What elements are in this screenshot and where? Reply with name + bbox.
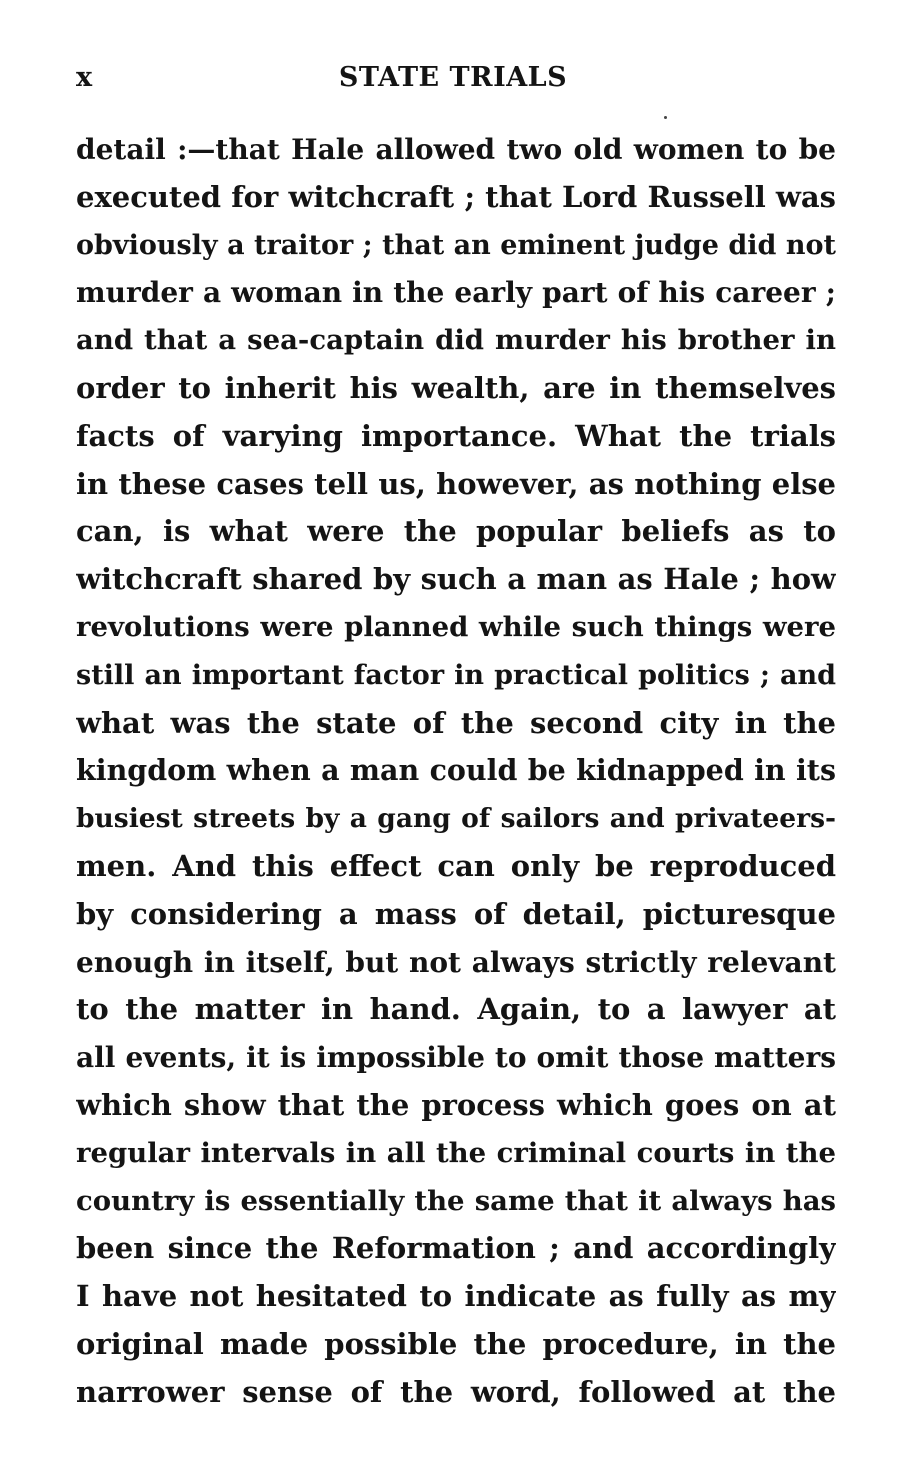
text-line: revolutions were planned while such things were [76, 610, 836, 643]
text-line: narrower sense of the word, followed at the [76, 1374, 836, 1409]
running-head [76, 62, 838, 106]
text-line: what was the state of the second city in the [76, 705, 836, 740]
text-line: regular intervals in all the criminal courts in the [76, 1136, 836, 1169]
page-number: x [76, 62, 93, 93]
text-line: witchcraft shared by such a man as Hale ; how [76, 562, 836, 597]
text-line: kingdom when a man could be kidnapped in its [76, 753, 836, 788]
text-line: in these cases tell us, however, as nothing else [76, 466, 836, 501]
text-line: men. And this effect can only be reproduced [76, 848, 836, 883]
text-line: country is essentially the same that it always has [76, 1184, 836, 1217]
running-title: STATE TRIALS [338, 62, 568, 93]
text-line: to the matter in hand. Again, to a lawyer at [76, 992, 836, 1027]
text-line: executed for witchcraft ; that Lord Russell was [76, 179, 836, 214]
text-line: I have not hesitated to indicate as fully as my [76, 1279, 836, 1314]
text-line: murder a woman in the early part of his career ; [76, 276, 836, 310]
text-line: detail :—that Hale allowed two old women to be [76, 133, 836, 166]
text-line: order to inherit his wealth, are in themselves [76, 370, 836, 405]
text-line: still an important factor in practical politics ; and [76, 659, 836, 691]
text-line: and that a sea-captain did murder his brother in [76, 324, 836, 357]
print-speck [664, 116, 667, 119]
text-line: which show that the process which goes on at [76, 1087, 836, 1122]
text-line: been since the Reformation ; and accordingly [76, 1231, 836, 1266]
text-line: original made possible the procedure, in the [76, 1326, 836, 1361]
text-line: busiest streets by a gang of sailors and privateers- [76, 803, 836, 835]
text-line: all events, it is impossible to omit those matters [76, 1041, 836, 1075]
text-line: enough in itself, but not always strictly relevant [76, 945, 836, 979]
text-line: can, is what were the popular beliefs as to [76, 514, 836, 549]
text-line: by considering a mass of detail, picturesque [76, 896, 836, 931]
text-line: obviously a traitor ; that an eminent judge did not [76, 229, 836, 261]
body-paragraph [76, 126, 836, 1417]
text-line: facts of varying importance. What the trials [76, 418, 836, 453]
